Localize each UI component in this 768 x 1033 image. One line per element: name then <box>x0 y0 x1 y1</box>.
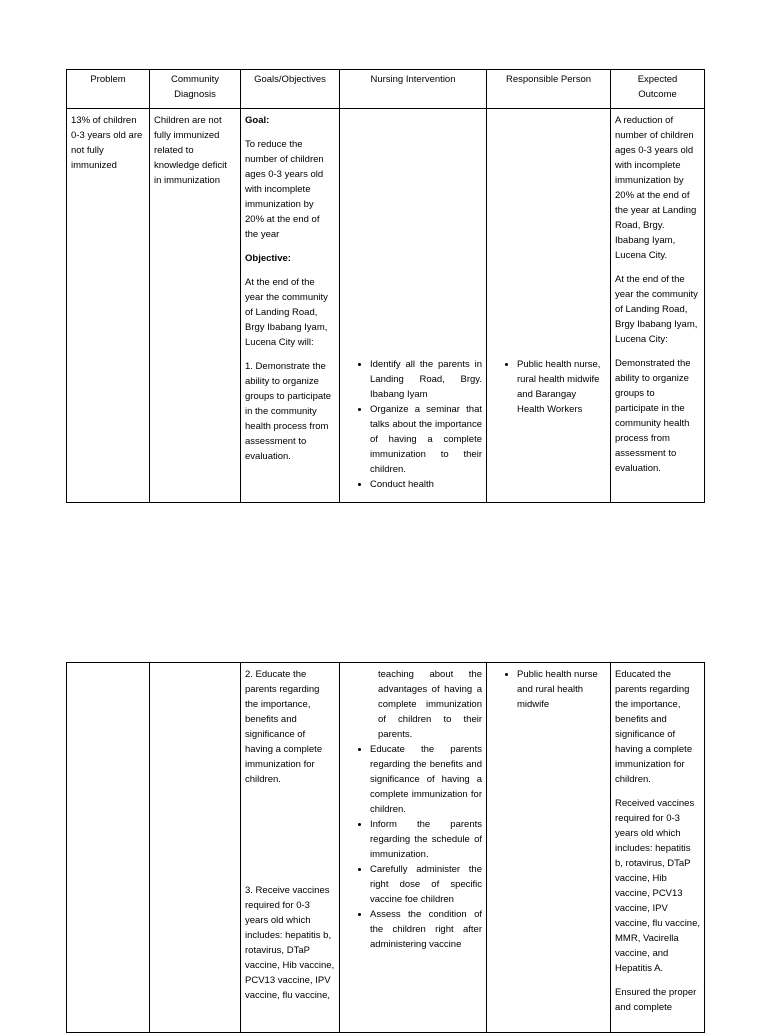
objective-1: 1. Demonstrate the ability to organize groups to participate in the community health process from assessment to evaluation. <box>245 361 332 462</box>
care-plan-table-1 <box>66 69 705 503</box>
header-nursing-intervention: Nursing Intervention <box>340 70 487 109</box>
outcome-3: Ensured the proper and complete <box>615 987 697 1013</box>
list-item: • Identify all the parents in Landing Road, Brgy. Ibabang Iyam <box>370 357 482 402</box>
care-plan-table-2 <box>66 662 705 1033</box>
diagnosis-cell <box>150 109 241 503</box>
outcome-2: At the end of the year the community of Landing Road, Brgy Ibabang Iyam, Lucena City: <box>615 274 698 345</box>
list-item: • Inform the parents regarding the schedule of immunization. <box>370 817 482 862</box>
responsible-list <box>491 667 606 712</box>
list-item: • Carefully administer the right dose of specific vaccine foe children <box>370 862 482 907</box>
goal-label: Goal: <box>245 115 270 126</box>
outcome-2: Received vaccines required for 0-3 years old which includes: hepatitis b, rotavirus, DTaP vaccine, Hib vaccine, PCV13 vaccine, IPV vaccine, flu vaccine, MMR, Vacirella vaccine, and Hepatitis A. <box>615 798 701 974</box>
problem-cell <box>67 109 150 503</box>
diagnosis-text: Children are not fully immunized related to knowledge deficit in immunization <box>154 115 227 186</box>
objective-text: At the end of the year the community of Landing Road, Brgy Ibabang Iyam, Lucena City will: <box>245 277 328 348</box>
responsible-cell <box>487 109 611 503</box>
list-item: • Educate the parents regarding the benefits and significance of having a complete immunization for children. <box>370 742 482 817</box>
header-goals-objectives: Goals/Objectives <box>241 70 340 109</box>
list-item: • Public health nurse and rural health midwife <box>517 667 606 712</box>
outcome-cell <box>611 109 705 503</box>
intervention-continued: teaching about the advantages of having a complete immunization of children to their parents. <box>378 669 482 740</box>
outcome-3: Demonstrated the ability to organize groups to participate in the community health process from assessment to evaluation. <box>615 358 691 474</box>
problem-text: 13% of children 0-3 years old are not fully immunized <box>71 115 143 171</box>
goals-cell <box>241 109 340 503</box>
responsible-list <box>491 357 606 417</box>
intervention-list <box>344 742 482 952</box>
diagnosis-cell-empty <box>150 663 241 1033</box>
outcome-cell <box>611 663 705 1033</box>
intervention-cell <box>340 109 487 503</box>
list-item: • Conduct health <box>370 477 482 492</box>
intervention-list <box>344 357 482 492</box>
goal-text: To reduce the number of children ages 0-3 years old with incomplete immunization by 20% at the end of the year <box>245 139 324 240</box>
responsible-cell <box>487 663 611 1033</box>
objective-3: 3. Receive vaccines required for 0-3 years old which includes: hepatitis b, rotavirus, DTaP vaccine, Hib vaccine, PCV13 vaccine, IPV vaccine, flu vaccine, <box>245 885 335 1001</box>
header-expected-outcome: Expected Outcome <box>611 70 705 109</box>
table-row <box>67 109 705 503</box>
objective-2: 2. Educate the parents regarding the importance, benefits and significance of having a complete immunization for children. <box>245 669 323 785</box>
objective-label: Objective: <box>245 253 291 264</box>
problem-cell-empty <box>67 663 150 1033</box>
outcome-1: A reduction of number of children ages 0-3 years old with incomplete immunization by 20% at the end of the year at Landing Road, Brgy. Ibabang Iyam, Lucena City. <box>615 115 697 261</box>
list-item: • Public health nurse, rural health midwife and Barangay Health Workers <box>517 357 606 417</box>
list-item: • Assess the condition of the children right after administering vaccine <box>370 907 482 952</box>
table-row <box>67 663 705 1033</box>
outcome-1: Educated the parents regarding the importance, benefits and significance of having a complete immunization for children. <box>615 669 693 785</box>
header-responsible-person: Responsible Person <box>487 70 611 109</box>
intervention-cell <box>340 663 487 1033</box>
header-community-diagnosis: Community Diagnosis <box>150 70 241 109</box>
list-item: • Organize a seminar that talks about the importance of having a complete immunization to their children. <box>370 402 482 477</box>
goals-cell <box>241 663 340 1033</box>
header-problem: Problem <box>67 70 150 109</box>
header-row <box>67 70 705 109</box>
